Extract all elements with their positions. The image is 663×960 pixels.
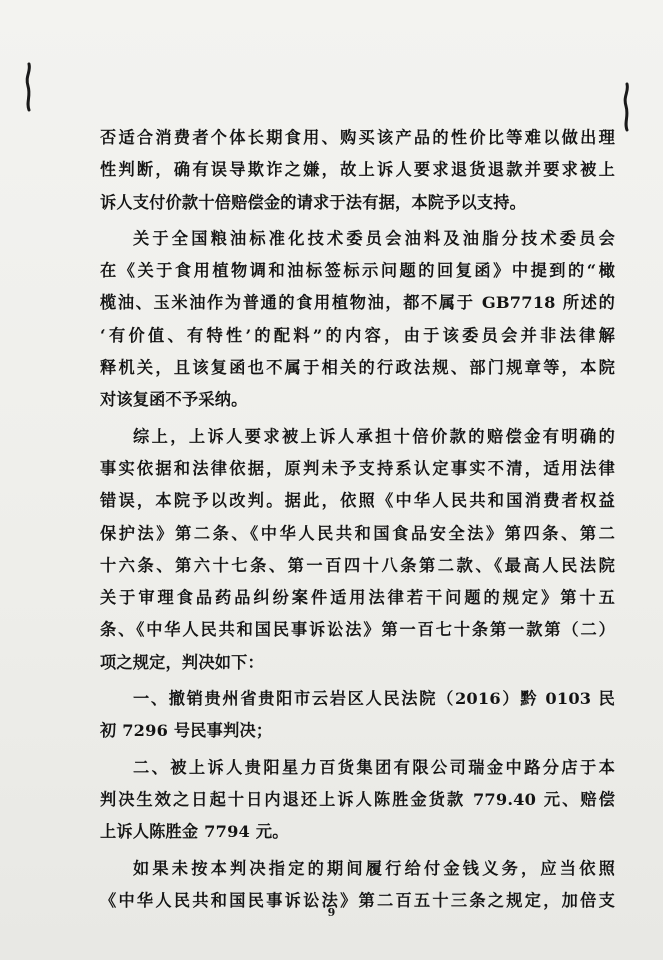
text-line: 诉人支付价款十倍赔偿金的请求于法有据，本院予以支持。 [100, 192, 527, 212]
binder-hole-left-icon [22, 62, 36, 112]
text-line: 释机关，且该复函也不属于相关的行政法规、部门规章等，本院 [100, 358, 615, 378]
text-line: 关于全国粮油标准化技术委员会油料及油脂分技术委员会 [133, 228, 615, 248]
text-line: 在《关于食用植物调和油标签标示问题的回复函》中提到的“橄 [100, 261, 615, 281]
text-line: 事实依据和法律依据，原判未予支持系认定事实不清，适用法律 [100, 458, 615, 478]
judgment-text [100, 122, 615, 917]
text-line: 《中华人民共和国民事诉讼法》第二百五十三条之规定，加倍支 [100, 890, 615, 910]
page-number: 9 [327, 906, 336, 919]
text-line: 上诉人陈胜金 7794 元。 [100, 822, 289, 842]
text-line: 综上，上诉人要求被上诉人承担十倍价款的赔偿金有明确的 [133, 426, 615, 446]
text-line: 条、《中华人民共和国民事诉讼法》第一百七十条第一款第（二） [100, 620, 615, 640]
text-line: 初 7296 号民事判决； [100, 721, 273, 741]
text-line: 十六条、第六十七条、第一百四十八条第二款、《最高人民法院 [100, 555, 615, 575]
text-line: 对该复函不予采纳。 [100, 390, 248, 410]
text-line: ‘有价值、有特性’的配料”的内容，由于该委员会并非法律解 [100, 325, 615, 345]
text-line: 性判断，确有误导欺诈之嫌，故上诉人要求退货退款并要求被上 [100, 160, 615, 180]
text-line: 二、被上诉人贵阳星力百货集团有限公司瑞金中路分店于本 [133, 757, 615, 777]
binder-hole-right-icon [620, 82, 634, 132]
text-line: 否适合消费者个体长期食用、购买该产品的性价比等难以做出理 [100, 128, 615, 147]
text-line: 错误，本院予以改判。据此，依照《中华人民共和国消费者权益 [100, 491, 615, 511]
text-line: 保护法》第二条、《中华人民共和国食品安全法》第四条、第二 [100, 523, 615, 543]
text-line: 项之规定，判决如下： [100, 652, 264, 672]
text-line: 如果未按本判决指定的期间履行给付金钱义务，应当依照 [133, 858, 615, 878]
text-line: 一、撤销贵州省贵阳市云岩区人民法院（2016）黔 0103 民 [133, 689, 615, 709]
text-line: 判决生效之日起十日内退还上诉人陈胜金货款 779.40 元、赔偿 [100, 789, 615, 809]
text-line: 关于审理食品药品纠纷案件适用法律若干问题的规定》第十五 [100, 588, 615, 608]
text-line: 榄油、玉米油作为普通的食用植物油，都不属于 GB7718 所述的 [100, 293, 615, 313]
